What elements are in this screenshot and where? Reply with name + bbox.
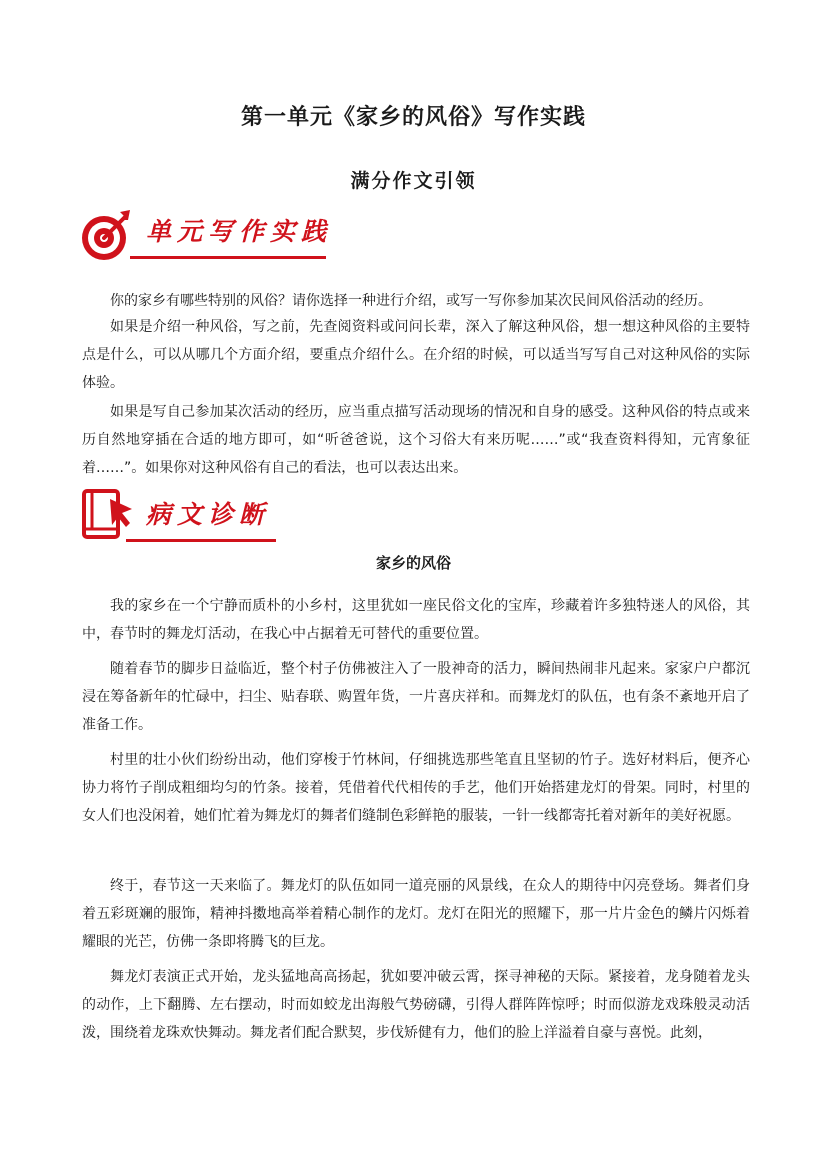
- essay-title: 家乡的风俗: [375, 554, 451, 572]
- essay-paragraph: 舞龙灯表演正式开始，龙头猛地高高扬起，犹如要冲破云霄，探寻神秘的天际。紧接着，龙身随着龙头的动作，上下翻腾、左右摆动，时而如蛟龙出海般气势磅礴，引得人群阵阵惊呼；时而似游龙戏珠般灵动活泼，围绕着龙珠欢快舞动。舞龙者们配合默契，步伐矫健有力，他们的脸上洋溢着自豪与喜悦。此刻，: [82, 969, 750, 1041]
- banner-label: 单元写作实践: [146, 217, 333, 246]
- instruction-paragraph: 你的家乡有哪些特别的风俗？请你选择一种进行介绍，或写一写你参加某次民间风俗活动的经历。: [110, 293, 712, 309]
- essay-paragraph: 我的家乡在一个宁静而质朴的小乡村，这里犹如一座民俗文化的宝库，珍藏着许多独特迷人的风俗，其中，春节时的舞龙灯活动，在我心中占据着无可替代的重要位置。: [82, 598, 750, 642]
- book-cursor-icon: [80, 487, 136, 545]
- instruction-paragraph: 如果是写自己参加某次活动的经历，应当重点描写活动现场的情况和自身的感受。这种风俗的特点或来历自然地穿插在合适的地方即可，如“听爸爸说，这个习俗大有来历呢……”或“我查资料得知，元宵象征着……”。如果你对这种风俗有自己的看法，也可以表达出来。: [82, 404, 750, 476]
- banner-underline: [126, 539, 276, 542]
- essay-paragraph: 村里的壮小伙们纷纷出动，他们穿梭于竹林间，仔细挑选那些笔直且坚韧的竹子。选好材料后，便齐心协力将竹子削成粗细均匀的竹条。接着，凭借着代代相传的手艺，他们开始搭建龙灯的骨架。同时，村里的女人们也没闲着，她们忙着为舞龙灯的舞者们缝制色彩鲜艳的服装，一针一线都寄托着对新年的美好祝愿。: [82, 752, 750, 824]
- essay-paragraph: 终于，春节这一天来临了。舞龙灯的队伍如同一道亮丽的风景线，在众人的期待中闪亮登场。舞者们身着五彩斑斓的服饰，精神抖擞地高举着精心制作的龙灯。龙灯在阳光的照耀下，那一片片金色的鳞片闪烁着耀眼的光芒，仿佛一条即将腾飞的巨龙。: [82, 878, 750, 950]
- banner-label: 病文诊断: [146, 500, 271, 529]
- section-banner-writing-practice: [80, 206, 333, 268]
- banner-underline: [130, 256, 326, 259]
- section-banner-essay-diagnosis: [80, 487, 280, 549]
- page-title: 第一单元《家乡的风俗》写作实践: [240, 104, 586, 130]
- target-icon: [80, 208, 134, 262]
- essay-paragraph: 随着春节的脚步日益临近，整个村子仿佛被注入了一股神奇的活力，瞬间热闹非凡起来。家家户户都沉浸在筹备新年的忙碌中，扫尘、贴春联、购置年货，一片喜庆祥和。而舞龙灯的队伍，也有条不紊地开启了准备工作。: [82, 661, 750, 733]
- instruction-paragraph: 如果是介绍一种风俗，写之前，先查阅资料或问问长辈，深入了解这种风俗，想一想这种风俗的主要特点是什么，可以从哪几个方面介绍，要重点介绍什么。在介绍的时候，可以适当写写自己对这种风俗的实际体验。: [82, 319, 750, 391]
- page-subtitle: 满分作文引领: [350, 170, 477, 192]
